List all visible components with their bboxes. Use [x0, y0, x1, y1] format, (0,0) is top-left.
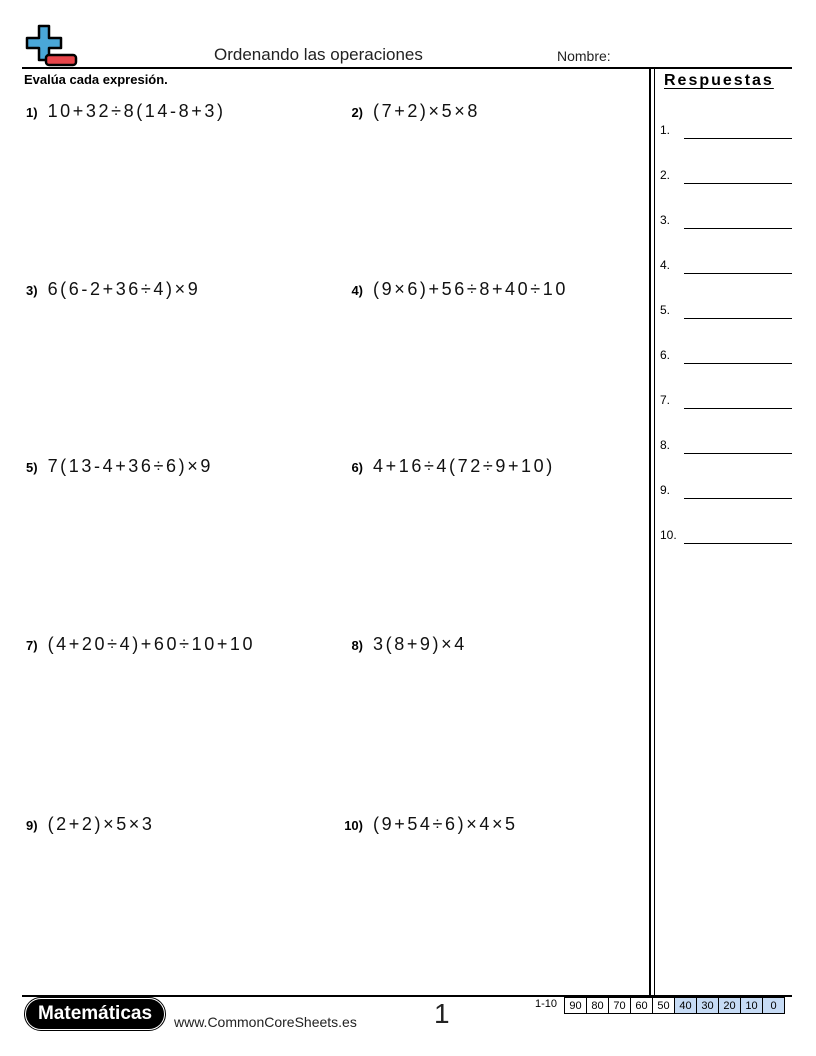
instructions: Evalúa cada expresión. [24, 72, 168, 87]
answer-line[interactable] [684, 183, 792, 184]
score-range-label: 1-10 [535, 998, 558, 1010]
answer-line[interactable] [684, 408, 792, 409]
worksheet-title: Ordenando las operaciones [214, 45, 423, 64]
score-cell: 70 [609, 998, 631, 1014]
score-cell: 80 [587, 998, 609, 1014]
problem-expression: 6(6-2+36÷4)×9 [47, 279, 201, 299]
problem-2 [346, 101, 480, 122]
problem-4 [346, 279, 568, 300]
problem-3 [26, 279, 200, 300]
problem-number: 5) [26, 460, 38, 475]
answer-line[interactable] [684, 138, 792, 139]
problem-number: 8) [351, 638, 363, 653]
answer-label: 10. [660, 528, 677, 542]
site-url[interactable]: www.CommonCoreSheets.es [174, 1014, 357, 1030]
problem-7 [26, 634, 255, 655]
column-divider [654, 69, 655, 995]
problem-number: 7) [26, 638, 38, 653]
answer-label: 3. [660, 213, 671, 227]
answer-line[interactable] [684, 498, 792, 499]
score-cell: 30 [697, 998, 719, 1014]
answer-line[interactable] [684, 453, 792, 454]
problem-6 [346, 456, 555, 477]
problem-expression: 10+32÷8(14-8+3) [47, 101, 226, 121]
problem-expression: (9+54÷6)×4×5 [373, 814, 518, 834]
answer-line[interactable] [684, 273, 792, 274]
score-cell: 60 [631, 998, 653, 1014]
column-divider [649, 69, 651, 995]
problem-10 [340, 814, 518, 835]
score-cell: 20 [719, 998, 741, 1014]
problem-number: 6) [351, 460, 363, 475]
plus-minus-icon [22, 24, 80, 68]
brand-badge: Matemáticas [26, 999, 164, 1029]
score-table [564, 997, 785, 1014]
problem-number: 10) [344, 818, 363, 833]
score-cell: 40 [675, 998, 697, 1014]
answer-label: 5. [660, 303, 671, 317]
problem-expression: (7+2)×5×8 [373, 101, 480, 121]
answer-label: 9. [660, 483, 671, 497]
problem-5 [26, 456, 213, 477]
problem-number: 3) [26, 283, 38, 298]
problem-number: 9) [26, 818, 38, 833]
name-label: Nombre: [557, 48, 611, 64]
answer-label: 2. [660, 168, 671, 182]
answers-title: Respuestas [664, 72, 774, 89]
answer-label: 6. [660, 348, 671, 362]
problem-expression: (9×6)+56÷8+40÷10 [373, 279, 568, 299]
problem-expression: 7(13-4+36÷6)×9 [47, 456, 213, 476]
answer-label: 4. [660, 258, 671, 272]
problem-expression: (2+2)×5×3 [47, 814, 155, 834]
page-number: 1 [434, 998, 450, 1029]
problem-expression: 4+16÷4(72÷9+10) [373, 456, 555, 476]
answer-label: 7. [660, 393, 671, 407]
answer-line[interactable] [684, 543, 792, 544]
problem-expression: 3(8+9)×4 [373, 634, 467, 654]
answer-label: 8. [660, 438, 671, 452]
score-cell: 90 [565, 998, 587, 1014]
problem-8 [346, 634, 467, 655]
answer-line[interactable] [684, 228, 792, 229]
score-cell: 0 [763, 998, 785, 1014]
header-rule [22, 67, 792, 69]
problem-1 [26, 101, 226, 122]
problem-number: 4) [351, 283, 363, 298]
problem-number: 1) [26, 105, 38, 120]
score-cell: 50 [653, 998, 675, 1014]
problem-9 [26, 814, 155, 835]
problem-expression: (4+20÷4)+60÷10+10 [47, 634, 256, 654]
answer-line[interactable] [684, 318, 792, 319]
answer-line[interactable] [684, 363, 792, 364]
score-cell: 10 [741, 998, 763, 1014]
answer-label: 1. [660, 123, 671, 137]
problem-number: 2) [351, 105, 363, 120]
